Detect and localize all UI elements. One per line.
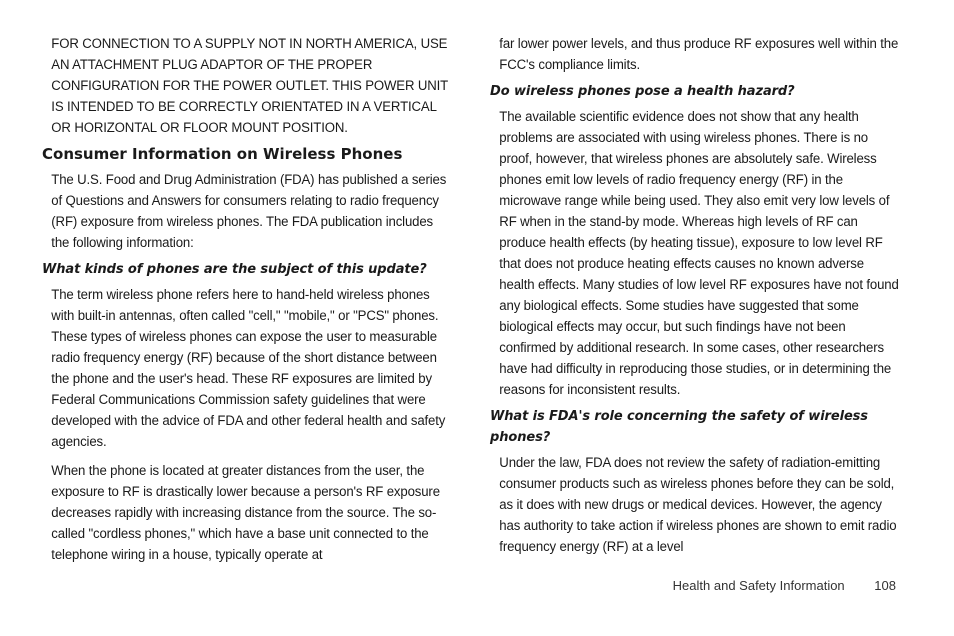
page-number: 108 [874,578,896,593]
answer-paragraph-fda-role: Under the law, FDA does not review the safety of radiation-emitting consumer products such as wireless phones before they can be sold, as it does with new drugs or medical devices. However, the agency has authority to take action if wireless phones are shown to emit radio frequency energy (RF) at a level [499,455,897,555]
question-heading-phone-types: What kinds of phones are the subject of this update? [42,262,427,277]
answer-paragraph-health-hazard: The available scientific evidence does not show that any health problems are associated with using wireless phones. There is no proof, however, that wireless phones are absolutely safe. Wireless phones emit low levels of radio frequency energy (RF) in the microwave range while being used. They also emit very low levels of RF when in the stand-by mode. Whereas high levels of RF can produce health effects (by heating tissue), exposure to low level RF that does not produce heating effects causes no known adverse health effects. Many studies of low level RF exposures have not found any biological effects. Some studies have suggested that some biological effects may occur, but such findings have not been confirmed by additional research. In some cases, other researchers have had difficulty in reproducing those studies, or in determining the reasons for inconsistent results. [499,109,899,398]
footer-section-title: Health and Safety Information [672,578,845,593]
section-heading: Consumer Information on Wireless Phones [42,145,403,163]
power-unit-warning-paragraph: FOR CONNECTION TO A SUPPLY NOT IN NORTH AMERICA, USE AN ATTACHMENT PLUG ADAPTOR OF THE PROPER CONFIGURATION FOR THE POWER OUTLET. THIS POWER UNIT IS INTENDED TO BE CORRECTLY ORIENTATED IN A VERTICAL OR HORIZONTAL OR FLOOR MOUNT POSITION. [51,36,448,136]
question-heading-health-hazard: Do wireless phones pose a health hazard? [490,84,795,99]
right-column [490,34,900,558]
page-footer [673,578,896,593]
fda-intro-paragraph: The U.S. Food and Drug Administration (FDA) has published a series of Questions and Answers for consumers relating to radio frequency (RF) exposure from wireless phones. The FDA publication includes the following information: [51,172,447,251]
left-column [42,34,452,566]
answer-paragraph-distance: When the phone is located at greater distances from the user, the exposure to RF is drastically lower because a person's RF exposure decreases rapidly with increasing distance from the source. The so-called "cordless phones," which have a base unit connected to the telephone wiring in a house, typically operate at [51,463,440,563]
question-heading-fda-role: What is FDA's role concerning the safety of wireless phones? [490,409,868,445]
answer-paragraph-phone-types: The term wireless phone refers here to hand-held wireless phones with built-in antennas, often called "cell," "mobile," or "PCS" phones. These types of wireless phones can expose the user to measurable radio frequency energy (RF) because of the short distance between the phone and the user's head. These RF exposures are limited by Federal Communications Commission safety guidelines that were developed with the advice of FDA and other federal health and safety agencies. [51,287,446,450]
continuation-paragraph: far lower power levels, and thus produce RF exposures well within the FCC's compliance limits. [499,36,899,73]
